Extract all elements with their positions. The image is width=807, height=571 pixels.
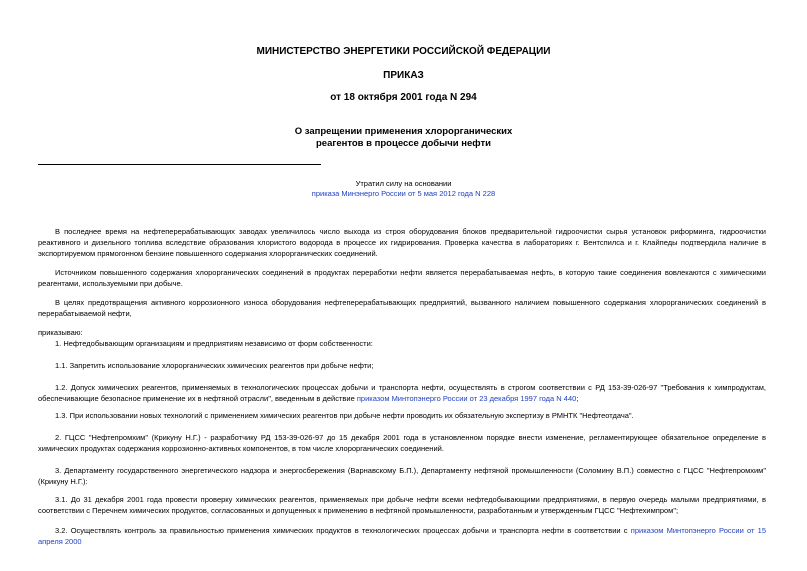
item-1-3: 1.3. При использовании новых технологий с применением химических реагентов при добыче нефти проводить их обязательную экспертизу в РМНТК "Нефтеотдача". [55, 411, 634, 420]
document-date-number: от 18 октября 2001 года N 294 [330, 92, 477, 103]
separator-line [38, 164, 321, 165]
document-type: ПРИКАЗ [383, 70, 424, 81]
document-subject [0, 126, 807, 150]
item-2: 2. ГЦСС "Нефтепромхим" (Крикуну Н.Г.) - разработчику РД 153-39-026-97 до 15 декабря 2001 года в установленном порядке внести изменение, регламентирующее обязательное определение в химических продуктах содержания коррозионно-активных компонентов, в том числе хлорорганических соединений. [38, 433, 766, 453]
subject-line-1: О запрещении применения хлорорганических [294, 126, 513, 137]
order-2000-link[interactable]: приказом Минтопэнерго России от 15 апреля 2000 [38, 526, 766, 546]
item-1-2-end: ; [576, 394, 579, 403]
order-440-link[interactable]: приказом Минтопэнерго России от 23 декабря 1997 года N 440 [356, 394, 577, 403]
ministry-title: МИНИСТЕРСТВО ЭНЕРГЕТИКИ РОССИЙСКОЙ ФЕДЕРАЦИИ [256, 46, 551, 57]
item-3-1: 3.1. До 31 декабря 2001 года провести проверку химических реагентов, применяемых при добыче нефти всеми нефтедобывающими предприятиями, в первую очередь малыми предприятиями, в соответствии с Перечнем химических продуктов, согласованных и допущенных к применению в нефтяной промышленности, разработанным и утвержденным ГЦСС "Нефтехимпром"; [38, 495, 766, 515]
item-1-1: 1.1. Запретить использование хлорорганических химических реагентов при добыче нефти; [55, 361, 374, 370]
subject-line-2: реагентов в процессе добычи нефти [316, 138, 491, 149]
paragraph-3: В целях предотвращения активного коррозионного износа оборудования нефтеперерабатывающих предприятий, вызванного наличием повышенного содержания хлорорганических соединений в перерабатываемой нефти, [38, 298, 766, 318]
item-1-2 [38, 382, 766, 404]
paragraph-1: В последнее время на нефтеперерабатывающих заводах увеличилось число выхода из строя оборудования блоков предварительной гидроочистки сырья установок риформинга, гидроочистки реактивного и дизельного топлива вследствие образования хлористого водорода в процессе их гидрирования. Проверка качества в лабораториях г. Вентспилса и г. Клайпеды подтвердила наличие в экспортируемом прямогонном бензине повышенного содержания хлорорганических соединений. [38, 227, 766, 258]
status-note: Утратил силу на основании [355, 179, 452, 188]
item-1: 1. Нефтедобывающим организациям и предприятиям независимо от форм собственности: [55, 339, 373, 348]
repeal-order-link[interactable]: приказа Минэнерго России от 5 мая 2012 года N 228 [311, 189, 496, 198]
order-word: приказываю: [38, 328, 83, 337]
paragraph-2: Источником повышенного содержания хлорорганических соединений в продуктах переработки нефти является перерабатываемая нефть, в которую такие соединения вовлекаются с химическими реагентами, используемыми при добыче. [38, 268, 766, 288]
item-3-2-text: 3.2. Осуществлять контроль за правильностью применения химических продуктов в технологических процессах добычи и транспорта нефти в соответствии с [55, 526, 631, 535]
item-3-2 [38, 525, 766, 547]
item-1-2-text: 1.2. Допуск химических реагентов, применяемых в технологических процессах добычи и транспорта нефти, осуществлять в строгом соответствии с РД 153-39-026-97 "Требования к химпродуктам, обеспечивающие безопасное применение их в нефтяной отрасли", введенным в действие [38, 383, 766, 403]
status-note-link-row [0, 189, 807, 198]
item-3: 3. Департаменту государственного энергетического надзора и энергосбережения (Варнавскому Б.П.), Департаменту нефтяной промышленности (Соломину В.П.) совместно с ГЦСС "Нефтепромхим" (Крикуну Н.Г.): [38, 466, 766, 486]
